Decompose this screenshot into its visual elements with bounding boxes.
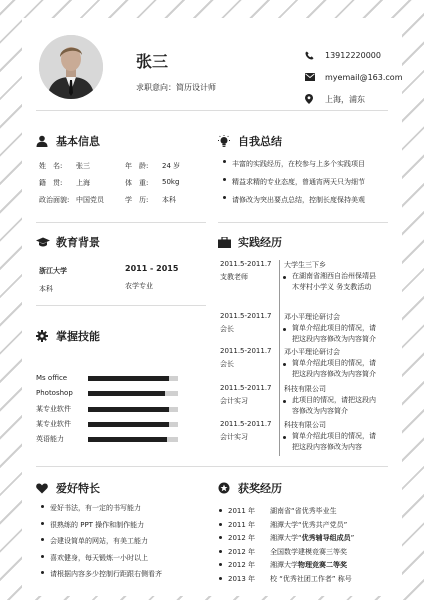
skill-bar-fill bbox=[88, 437, 167, 442]
basic-info-section bbox=[36, 133, 206, 213]
skill-row bbox=[36, 374, 186, 382]
award-highlight: 物理竞赛二等奖 bbox=[298, 561, 347, 569]
award-item bbox=[228, 547, 347, 557]
contact-phone: 13912220000 bbox=[305, 46, 403, 64]
phone-icon bbox=[305, 51, 325, 60]
basic-key: 籍 贯: bbox=[39, 179, 63, 187]
hobby-item: 请根据内容多少控制行距跟右侧看齐 bbox=[40, 566, 162, 583]
school-name: 浙江大学 bbox=[39, 267, 67, 275]
basic-value: 本科 bbox=[162, 196, 176, 204]
practice-experience-section bbox=[218, 234, 398, 464]
section-header bbox=[218, 480, 398, 496]
skill-label: 英语能力 bbox=[36, 435, 64, 443]
exp-desc bbox=[282, 431, 376, 453]
skill-label: Photoshop bbox=[36, 389, 73, 397]
exp-desc-line: 把这段内容修改为内容 bbox=[292, 443, 362, 451]
hobby-item: 会建设简单的网站，有美工能力 bbox=[40, 533, 162, 550]
award-highlight: 优秀辅导组成员 bbox=[301, 534, 351, 542]
exp-date: 2011.5-2011.7 bbox=[220, 347, 272, 355]
skills-section bbox=[36, 328, 206, 458]
award-text: 湖南省 bbox=[270, 507, 291, 515]
exp-desc-line: 把这段内容修改为内容简介 bbox=[292, 335, 376, 343]
section-title: 基本信息 bbox=[56, 135, 100, 148]
exp-desc-line: 容修改为内容简介 bbox=[292, 407, 348, 415]
skill-row bbox=[36, 419, 186, 429]
summary-item: 精益求精的专业态度，曾通宵两天只为细节 bbox=[222, 173, 365, 191]
skill-bar-fill bbox=[88, 391, 165, 396]
award-text: 校 “优秀社团工作者” 称号 bbox=[270, 574, 352, 583]
award-year: 2013 年 bbox=[228, 574, 256, 583]
award-item bbox=[228, 574, 352, 584]
basic-key: 姓 名: bbox=[39, 162, 63, 170]
self-summary-section bbox=[218, 133, 393, 213]
location-pin-icon bbox=[305, 94, 325, 104]
divider bbox=[36, 222, 206, 223]
exp-role: 会计实习 bbox=[220, 397, 248, 405]
section-header bbox=[36, 133, 206, 149]
exp-date: 2011.5-2011.7 bbox=[220, 420, 272, 428]
section-title: 获奖经历 bbox=[238, 482, 282, 495]
section-title: 实践经历 bbox=[238, 236, 282, 249]
skill-bar-fill bbox=[88, 422, 169, 427]
graduation-cap-icon bbox=[36, 235, 52, 249]
exp-desc bbox=[282, 358, 376, 380]
exp-desc-line: 此项目的情况，请把这段内 bbox=[292, 396, 376, 404]
award-item bbox=[228, 520, 347, 530]
skill-bar-fill bbox=[88, 376, 169, 381]
profile-photo bbox=[39, 35, 103, 99]
exp-desc bbox=[282, 323, 376, 345]
award-text-end: “省优秀毕业生 bbox=[291, 507, 337, 515]
summary-item: 请修改为突出要点总结，控制长度保持美观 bbox=[222, 191, 365, 209]
skill-row bbox=[36, 389, 186, 397]
candidate-name: 张三 bbox=[136, 52, 169, 71]
section-header bbox=[36, 480, 206, 496]
exp-role: 会计实习 bbox=[220, 433, 248, 441]
summary-item: 丰富的实践经历，在校参与上多个实践项目 bbox=[222, 155, 365, 173]
award-year: 2012 年 bbox=[228, 534, 256, 542]
skill-bar-fill bbox=[88, 407, 169, 412]
exp-role: 支教老师 bbox=[220, 273, 248, 281]
exp-desc-line: 把这段内容修改为内容简介 bbox=[292, 370, 376, 378]
skill-bar-track bbox=[88, 422, 178, 427]
timeline-line bbox=[279, 260, 280, 456]
exp-title: 大学生三下乡 bbox=[284, 261, 326, 269]
skill-label: Ms office bbox=[36, 374, 68, 382]
exp-desc bbox=[282, 395, 376, 417]
education-years: 2011 - 2015 bbox=[125, 264, 179, 273]
resume-page bbox=[22, 18, 402, 596]
section-title: 自我总结 bbox=[238, 135, 282, 148]
award-year: 2011 年 bbox=[228, 507, 256, 515]
exp-desc-line: 木芽村小学义 务支教活动 bbox=[292, 283, 372, 291]
basic-key: 体 重: bbox=[125, 179, 149, 187]
award-year: 2012 年 bbox=[228, 547, 256, 556]
heart-icon bbox=[36, 481, 52, 495]
gear-icon bbox=[36, 329, 52, 343]
skill-label: 某专业软件 bbox=[36, 405, 71, 413]
contact-location: 上海，浦东 bbox=[305, 90, 403, 108]
medal-icon bbox=[218, 481, 234, 495]
exp-desc-line: 简单介绍此项目的情况，请 bbox=[292, 432, 376, 440]
basic-key: 学 历: bbox=[125, 196, 149, 204]
section-header bbox=[36, 328, 206, 344]
exp-desc bbox=[282, 271, 376, 293]
skill-bar-track bbox=[88, 437, 178, 442]
section-header bbox=[36, 234, 206, 250]
award-item bbox=[228, 506, 337, 516]
hobbies-section bbox=[36, 480, 206, 590]
awards-section bbox=[218, 480, 398, 590]
lightbulb-icon bbox=[218, 134, 234, 148]
hobby-item: 喜欢健身，每天锻炼一小时以上 bbox=[40, 550, 162, 567]
exp-title: 邓小平理论研讨会 bbox=[284, 348, 340, 356]
award-item bbox=[228, 560, 347, 570]
exp-desc-line: 在湖南省湘西自治州保靖县 bbox=[292, 272, 376, 280]
award-text: 湘潭大学 bbox=[270, 561, 298, 569]
divider bbox=[218, 222, 388, 223]
exp-role: 会长 bbox=[220, 360, 234, 368]
contact-block bbox=[305, 46, 403, 112]
award-text: 湘潭大学“优秀共产党员” bbox=[270, 520, 348, 529]
major: 农学专业 bbox=[125, 282, 153, 290]
exp-role: 会长 bbox=[220, 325, 234, 333]
divider bbox=[36, 305, 206, 306]
contact-email: myemail@163.com bbox=[305, 68, 403, 86]
basic-value: 50kg bbox=[162, 178, 180, 186]
section-header bbox=[218, 133, 393, 149]
exp-date: 2011.5-2011.7 bbox=[220, 384, 272, 392]
section-title: 掌握技能 bbox=[56, 330, 100, 343]
section-title: 教育背景 bbox=[56, 236, 100, 249]
exp-title: 邓小平理论研讨会 bbox=[284, 313, 340, 321]
award-year: 2011 年 bbox=[228, 520, 256, 529]
award-text: 全国数学建模竞赛三等奖 bbox=[270, 547, 347, 556]
exp-title: 科技有限公司 bbox=[284, 421, 326, 429]
degree: 本科 bbox=[39, 285, 53, 293]
exp-date: 2011.5-2011.7 bbox=[220, 312, 272, 320]
skill-label: 某专业软件 bbox=[36, 420, 71, 428]
email-icon bbox=[305, 73, 325, 81]
hobby-item: 爱好书法，有一定的书写能力 bbox=[40, 500, 162, 517]
header-divider bbox=[36, 110, 388, 111]
skill-bar-track bbox=[88, 407, 178, 412]
award-item bbox=[228, 533, 354, 543]
education-section bbox=[36, 234, 206, 294]
basic-value: 中国党员 bbox=[76, 196, 104, 204]
skill-row bbox=[36, 404, 186, 414]
exp-title: 科技有限公司 bbox=[284, 385, 326, 393]
divider bbox=[36, 466, 388, 467]
exp-date: 2011.5-2011.7 bbox=[220, 260, 272, 268]
section-title: 爱好特长 bbox=[56, 482, 100, 495]
basic-key: 年 龄: bbox=[125, 162, 149, 170]
basic-value: 上海 bbox=[76, 179, 90, 187]
user-icon bbox=[36, 134, 52, 148]
basic-value: 24 岁 bbox=[162, 162, 181, 170]
award-text: 湘潭大学“ bbox=[270, 534, 302, 542]
basic-key: 政治面貌: bbox=[39, 196, 70, 204]
skill-row bbox=[36, 434, 186, 444]
award-text-end: ” bbox=[350, 534, 355, 542]
hobby-item: 很熟练的 PPT 操作和制作能力 bbox=[40, 517, 162, 534]
basic-value: 张三 bbox=[76, 162, 90, 170]
exp-desc-line: 简单介绍此项目的情况，请 bbox=[292, 359, 376, 367]
briefcase-icon bbox=[218, 235, 234, 249]
objective-label: 求职意向： bbox=[136, 83, 176, 92]
skill-bar-track bbox=[88, 376, 178, 381]
skill-bar-track bbox=[88, 391, 178, 396]
award-year: 2012 年 bbox=[228, 561, 256, 569]
exp-desc-line: 简单介绍此项目的情况，请 bbox=[292, 324, 376, 332]
section-header bbox=[218, 234, 398, 250]
job-objective bbox=[136, 82, 216, 93]
objective-value: 简历设计师 bbox=[176, 83, 216, 92]
